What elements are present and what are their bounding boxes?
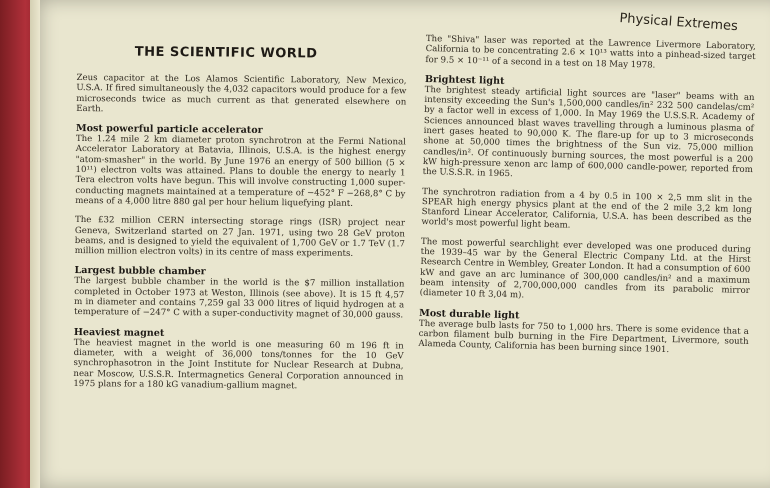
paragraph-brightest-light-1: The brightest steady artificial light sources are "laser" beams with an intensity exceeding the Sun's 1,500,000 candles/in² 232 500 candelas/cm² by a factor well in excess of 1,000. In May 1969 the U.S.S.R. Academy of Sciences announced blast waves travelling through a luminous plasma of inert gases heated to 90,000 K. The flare-up for up to 3 microseconds shone at 50,000 times the brightness of the Sun viz. 75,000 million candles/in². Of continuously burning sources, the most powerful is a 200 kW high-pressure xenon arc lamp of 600,000 candle-power, reported from the U.S.S.R. in 1965. — [422, 84, 755, 180]
heading-durable-light: Most durable light — [419, 307, 520, 321]
heading-brightest-light: Brightest light — [424, 73, 505, 87]
heading-heaviest-magnet: Heaviest magnet — [73, 326, 165, 339]
paragraph-accelerator-2: The £32 million CERN intersecting storage rings (ISR) project near Geneva, Switzerland started on 27 Jan. 1971, using two 28 GeV proton beams, and is designed to yield the equivalent of 1,700 GeV or 1.7 TeV (1.7 million million electron volts) in its centre of mass experiments. — [74, 215, 406, 260]
running-head: Physical Extremes — [618, 11, 739, 35]
intro-paragraph: Zeus capacitor at the Los Alamos Scientific Laboratory, New Mexico, U.S.A. If fired simultaneously the 4,032 capacitors would produce for a few microseconds twice as much current as that generated elsewhere on Earth. — [76, 72, 407, 115]
paragraph-accelerator-1: The 1.24 mile 2 km diameter proton synchrotron at the Fermi National Accelerator Laboratory at Batavia, Illinois, U.S.A. is the highest energy "atom-smasher" in the world. By June 1976 an energy of 500 billion (5 × 10¹¹) electron volts was attained. Plans to double the energy to nearly 1 Tera electron volts have begun. This will involve constructing 1,000 super-conducting magnets maintained at a temperature of −452° F −268,8° C by means of a 4,000 litre 880 gal per hour helium liquefying plant. — [75, 134, 406, 209]
paragraph-brightest-light-3: The most powerful searchlight ever developed was one produced during the 1939–45 war by the General Electric Company Ltd. at the Hirst Research Centre in Wembley, Greater London. It had a consumption of 600 kW and gave an arc luminance of 300,000 candles/in² and a maximum beam intensity of 2,700,000,000 candles from its parabolic mirror (diameter 10 ft 3,04 m). — [419, 236, 751, 301]
paragraph-durable-light: The average bulb lasts for 750 to 1,000 hrs. There is some evidence that a carbon filament bulb burning in the Fire Department, Livermore, south Alameda County, California has been burning since 1901. — [418, 318, 749, 356]
heading-bubble-chamber: Largest bubble chamber — [74, 265, 206, 278]
paragraph-heaviest-magnet: The heaviest magnet in the world is one measuring 60 m 196 ft in diameter, with a weight of 36,000 tons/tonnes for the 10 GeV synchrophasotron in the Joint Institute for Nuclear Research at Dubna, near Moscow, U.S.S.R. Intermagnetics General Corporation announced in 1975 plans for a 180 kG vanadium-gallium magnet. — [73, 337, 404, 392]
heading-particle-accelerator: Most powerful particle accelerator — [75, 123, 263, 137]
left-column — [73, 34, 407, 402]
right-column — [418, 34, 756, 366]
paragraph-shiva-laser: The "Shiva" laser was reported at the Lawrence Livermore Laboratory, California to be concentrating 2.6 × 10¹³ watts into a pinhead-sized target for 9.5 × 10⁻¹¹ of a second in a test on 18 May 1978. — [425, 34, 756, 71]
paragraph-bubble-chamber: The largest bubble chamber in the world is the $7 million installation completed in October 1973 at Weston, Illinois (see above). It is 15 ft 4,57 m in diameter and contains 7,259 gal 33 000 litres of liquid hydrogen at a temperature of −247° C with a super-conductivity magnet of 30,000 gauss. — [74, 276, 405, 321]
section-title: THE SCIENTIFIC WORLD — [134, 44, 318, 62]
page-edge — [30, 0, 40, 488]
paragraph-brightest-light-2: The synchrotron radiation from a 4 by 0.5 in 100 × 2,5 mm slit in the SPEAR high energy physics plant at the end of the 2 mile 3,2 km long Stanford Linear Accelerator, California, U.S.A. has been described as the world's most powerful light beam. — [421, 186, 753, 232]
